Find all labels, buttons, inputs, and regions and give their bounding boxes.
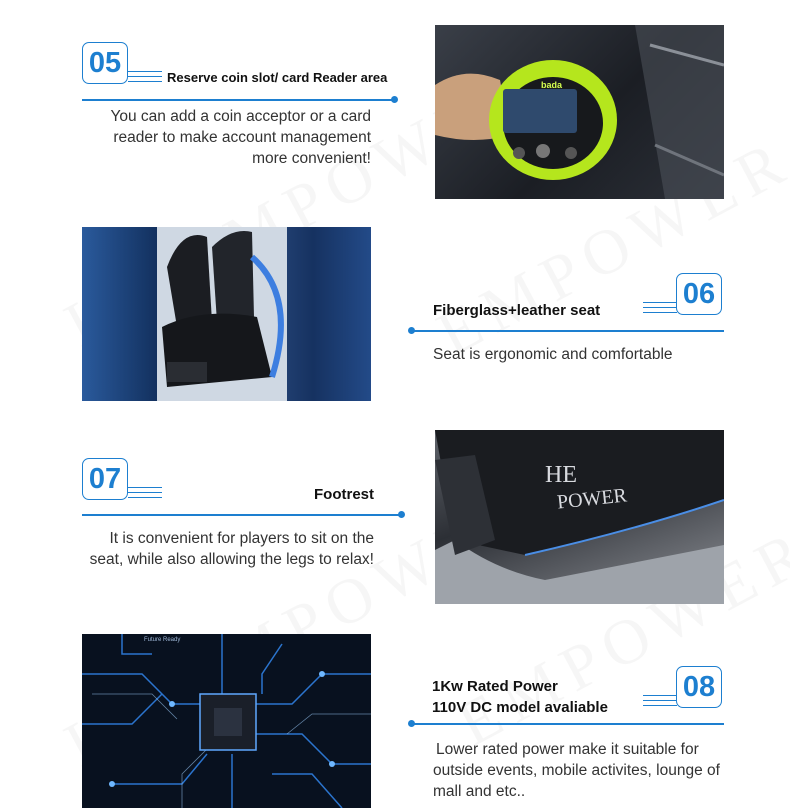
- feature-05-description-line: You can add a coin acceptor or a card: [110, 108, 371, 125]
- circuit-board-photo: [82, 634, 371, 808]
- feature-06-divider-dot: [408, 327, 415, 334]
- feature-06-description-line: Seat is ergonomic and comfortable: [433, 346, 673, 363]
- feature-08-title-line: 110V DC model avaliable: [432, 699, 608, 716]
- feature-08-description: [433, 739, 720, 802]
- feature-06-divider: [412, 330, 724, 332]
- feature-05-divider-dot: [391, 96, 398, 103]
- feature-07-title: Footrest: [314, 486, 374, 503]
- feature-05-badge-dash: [128, 76, 162, 77]
- feature-05-description-line: reader to make account management: [113, 129, 371, 146]
- feature-06-badge-dash: [643, 312, 677, 313]
- feature-05-divider: [82, 99, 394, 101]
- feature-08-description-line: outside events, mobile activites, lounge of: [433, 762, 720, 779]
- footrest-photo: [435, 430, 724, 604]
- footrest-logo-power: POWER: [555, 484, 628, 514]
- card-reader-illustration: [435, 25, 724, 199]
- seat-illustration: [82, 227, 371, 401]
- feature-07-badge-dash: [128, 492, 162, 493]
- feature-06-title: Fiberglass+leather seat: [433, 302, 601, 319]
- feature-08-title-line: 1Kw Rated Power: [432, 678, 558, 695]
- feature-06-description: [433, 344, 673, 365]
- feature-05-badge-dash: [128, 71, 162, 72]
- feature-05-description-line: more convenient!: [252, 150, 371, 167]
- card-reader-brand: bada: [541, 80, 563, 90]
- feature-08-divider-dot: [408, 720, 415, 727]
- feature-05-title: Reserve coin slot/ card Reader area: [167, 70, 388, 85]
- feature-08-description-line: Lower rated power make it suitable for: [436, 741, 699, 758]
- seat-photo: [82, 227, 371, 401]
- feature-07-divider-dot: [398, 511, 405, 518]
- feature-06-badge-dash: [643, 307, 677, 308]
- feature-06-badge-dash: [643, 302, 677, 303]
- feature-05-description: [110, 106, 371, 169]
- feature-07-number-badge: 07: [82, 458, 128, 500]
- circuit-caption: Future Ready: [144, 637, 181, 643]
- footrest-logo-he: HE: [545, 462, 577, 488]
- feature-08-badge-dash: [643, 695, 677, 696]
- feature-07-description-line: seat, while also allowing the legs to relax!: [89, 551, 374, 568]
- feature-07-badge-dash: [128, 487, 162, 488]
- feature-08-badge-dash: [643, 705, 677, 706]
- feature-05-badge-dash: [128, 81, 162, 82]
- card-reader-photo: [435, 25, 724, 199]
- feature-06-number-badge: 06: [676, 273, 722, 315]
- feature-05-number-badge: 05: [82, 42, 128, 84]
- feature-08-title: [432, 676, 608, 718]
- feature-08-number-badge: 08: [676, 666, 722, 708]
- feature-07-description-line: It is convenient for players to sit on the: [109, 530, 374, 547]
- feature-08-divider: [412, 723, 724, 725]
- feature-08-badge-dash: [643, 700, 677, 701]
- circuit-illustration: [82, 634, 371, 808]
- feature-07-badge-dash: [128, 497, 162, 498]
- feature-08-description-line: mall and etc..: [433, 783, 526, 800]
- footrest-illustration: [435, 430, 724, 604]
- feature-07-description: [90, 528, 374, 570]
- feature-07-divider: [82, 514, 402, 516]
